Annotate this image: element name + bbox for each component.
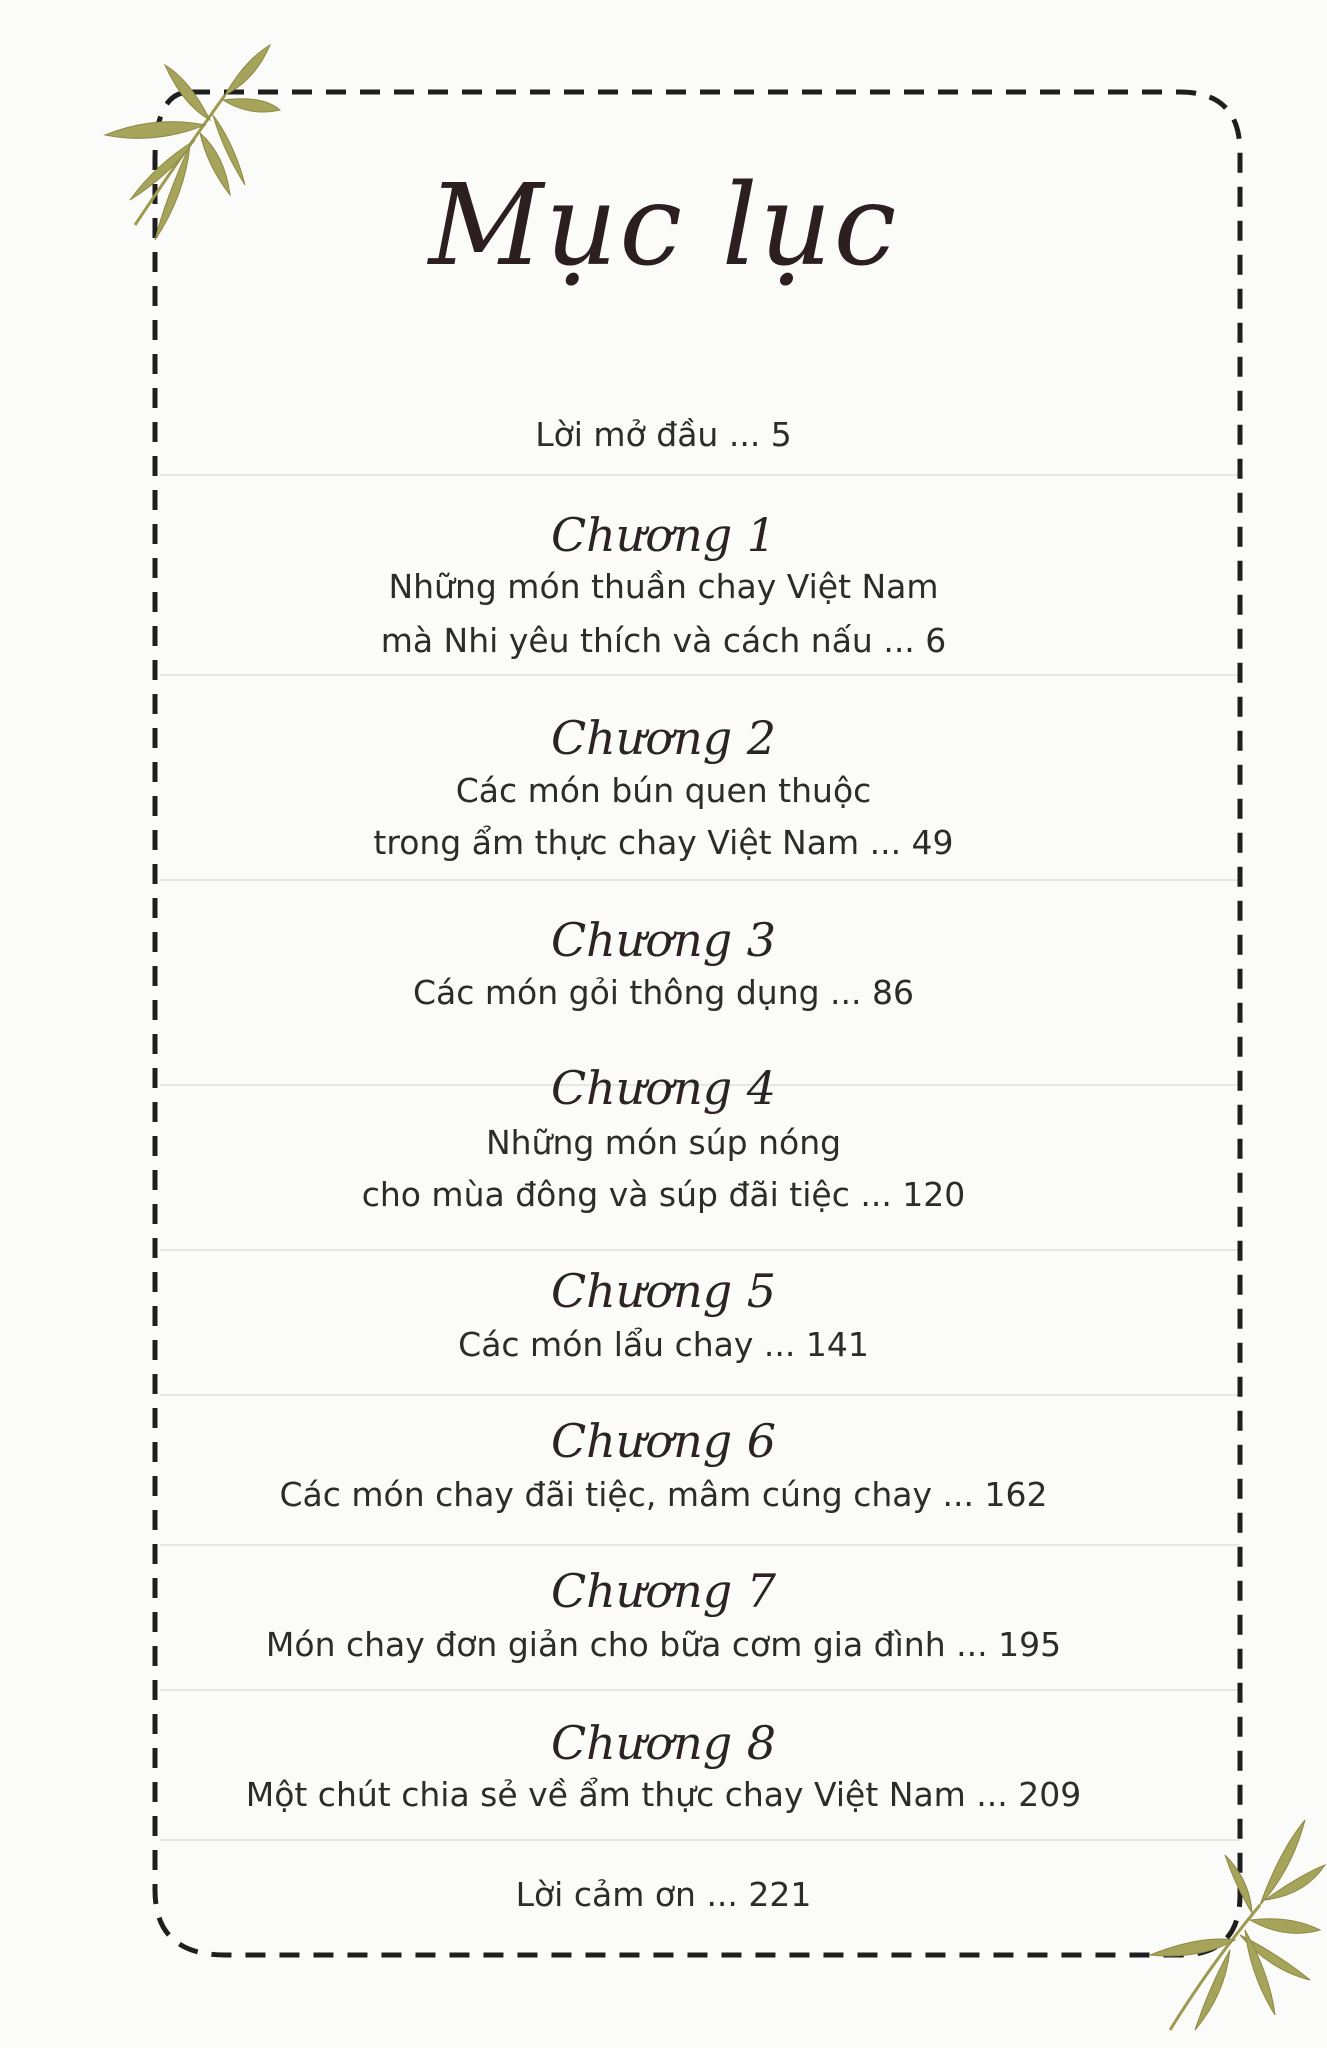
chapter-line: Món chay đơn giản cho bữa cơm gia đình ... 195 bbox=[265, 1625, 1062, 1664]
chapter-line: Các món lẩu chay ... 141 bbox=[458, 1325, 869, 1364]
outro-entry: Lời cảm ơn ... 221 bbox=[515, 1875, 812, 1914]
chapter-heading: Chương 2 bbox=[550, 711, 777, 765]
chapter-heading: Chương 7 bbox=[550, 1564, 777, 1618]
chapter-line: Các món gỏi thông dụng ... 86 bbox=[413, 973, 914, 1012]
chapter-line: Những món súp nóng bbox=[485, 1123, 842, 1162]
chapter-heading: Chương 5 bbox=[550, 1264, 777, 1318]
chapter-heading: Chương 1 bbox=[550, 508, 777, 562]
chapter-heading: Chương 3 bbox=[550, 913, 777, 967]
intro-entry: Lời mở đầu ... 5 bbox=[535, 415, 792, 454]
chapter-heading: Chương 6 bbox=[550, 1414, 777, 1468]
chapter-line: Một chút chia sẻ về ẩm thực chay Việt Nam ... 209 bbox=[245, 1775, 1082, 1814]
chapter-line: cho mùa đông và súp đãi tiệc ... 120 bbox=[361, 1175, 966, 1214]
chapter-line: trong ẩm thực chay Việt Nam ... 49 bbox=[373, 823, 954, 862]
chapter-line: Các món bún quen thuộc bbox=[455, 771, 872, 810]
chapter-line: Các món chay đãi tiệc, mâm cúng chay ... 162 bbox=[279, 1475, 1048, 1514]
chapter-line: mà Nhi yêu thích và cách nấu ... 6 bbox=[380, 621, 947, 660]
page-title: Mục lục bbox=[428, 161, 899, 291]
bamboo-leaves-icon bbox=[1140, 1805, 1327, 2048]
chapter-heading: Chương 8 bbox=[550, 1716, 777, 1770]
chapter-heading: Chương 4 bbox=[550, 1061, 777, 1115]
chapter-line: Những món thuần chay Việt Nam bbox=[388, 567, 939, 606]
